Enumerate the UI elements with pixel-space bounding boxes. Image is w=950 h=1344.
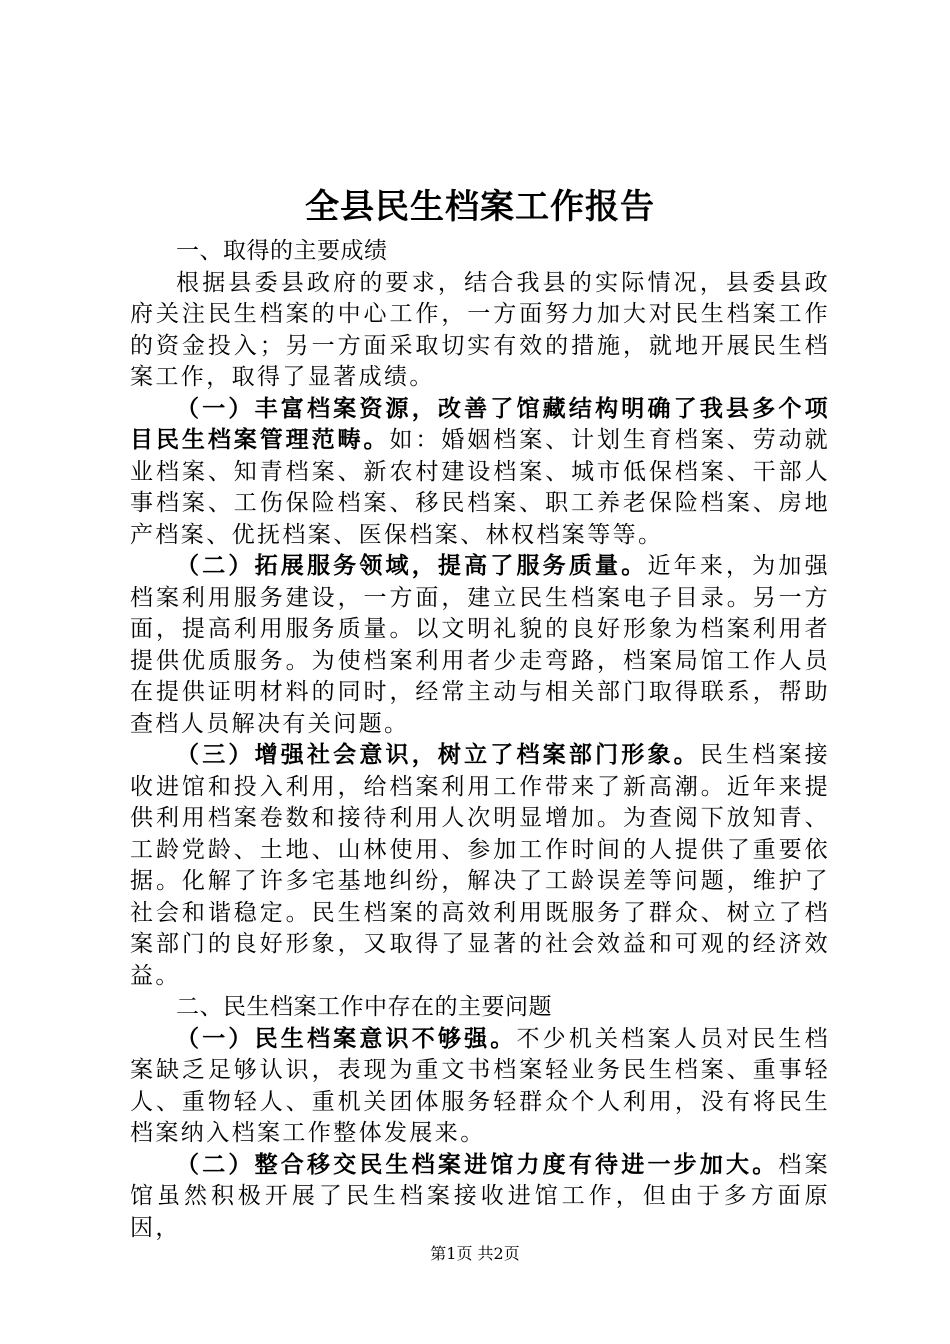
- item-text: 近年来，为加强档案利用服务建设，一方面，建立民生档案电子目录。另一方面，提高利用服务质量。以文明礼貌的良好形象为档案利用者提供优质服务。为使档案利用者少走弯路，档案局馆工作人员在提供证明材料的同时，经常主动与相关部门取得联系，帮助查档人员解决有关问题。: [130, 553, 830, 737]
- item-lead: （一）丰富档案资源，改善了馆藏结构明确了我县多个项目民生档案管理范畴。: [130, 395, 830, 453]
- intro-paragraph: 根据县委县政府的要求，结合我县的实际情况，县委县政府关注民生档案的中心工作，一方面努力加大对民生档案工作的资金投入；另一方面采取切实有效的措施，就地开展民生档案工作，取得了显著成绩。: [130, 269, 830, 390]
- item-text: 民生档案接收进馆和投入利用，给档案利用工作带来了新高潮。近年来提供利用档案卷数和接待利用人次明显增加。为查阅下放知青、工龄党龄、土地、山林使用、参加工作时间的人提供了重要依据。化解了许多宅基地纠纷，解决了工龄误差等问题，维护了社会和谐稳定。民生档案的高效利用既服务了群众、树立了档案部门的良好形象，又取得了显著的社会效益和可观的经济效益。: [130, 742, 831, 989]
- page-footer: 第1页 共2页: [430, 1244, 520, 1263]
- item-lead: （二）整合移交民生档案进馆力度有待进一步加大。: [176, 1151, 779, 1178]
- item-text: 档案馆虽然积极开展了民生档案接收进馆工作，但由于多方面原因，: [130, 1151, 830, 1241]
- section-heading-problems: 二、民生档案工作中存在的主要问题: [176, 994, 552, 1020]
- item-lead: （一）民生档案意识不够强。: [176, 1025, 517, 1052]
- achievement-item-2: [130, 551, 830, 740]
- achievement-item-1: [130, 394, 830, 552]
- item-lead: （三）增强社会意识，树立了档案部门形象。: [176, 742, 700, 768]
- document-title: 全县民生档案工作报告: [305, 187, 655, 227]
- problem-item-2: [130, 1150, 830, 1245]
- item-text: 如：婚姻档案、计划生育档案、劳动就业档案、知青档案、新农村建设档案、城市低保档案、干部人事档案、工伤保险档案、移民档案、职工养老保险档案、房地产档案、优抚档案、医保档案、林权档案等等。: [130, 427, 830, 548]
- section-heading-achievements: 一、取得的主要成绩: [176, 238, 388, 264]
- item-text: 不少机关档案人员对民生档案缺乏足够认识，表现为重文书档案轻业务民生档案、重事轻人、重物轻人、重机关团体服务轻群众个人利用，没有将民生档案纳入档案工作整体发展来。: [130, 1025, 830, 1146]
- achievement-item-3: [130, 740, 830, 992]
- document-page: [130, 178, 830, 1244]
- problem-item-1: [130, 1024, 830, 1150]
- item-lead: （二）拓展服务领域，提高了服务质量。: [176, 553, 648, 579]
